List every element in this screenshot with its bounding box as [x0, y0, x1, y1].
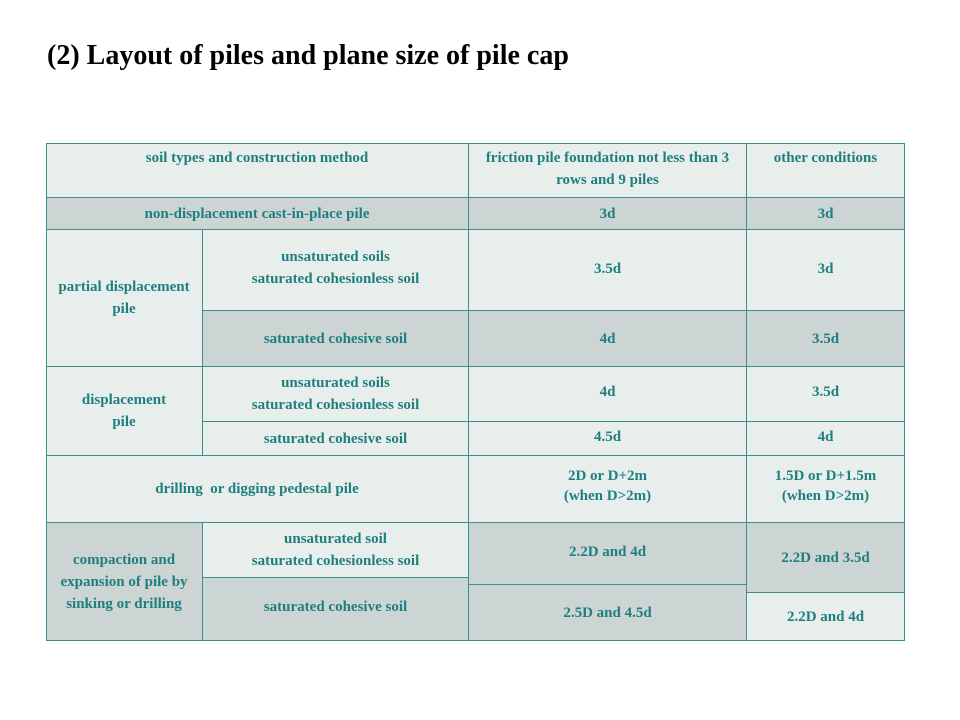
row-label-compaction: compaction and expansion of pile by sinking or drilling	[46, 523, 203, 641]
soil-partial-cohesive: saturated cohesive soil	[203, 311, 469, 367]
slide-title: (2) Layout of piles and plane size of pile cap	[47, 40, 569, 71]
header-soil-types: soil types and construction method	[46, 143, 469, 198]
row-label-displacement: displacement pile	[46, 367, 203, 456]
soil-displacement-cohesive: saturated cohesive soil	[203, 422, 469, 456]
value-pedestal-friction: 2D or D+2m (when D>2m)	[469, 456, 747, 523]
row-label-non-displacement: non-displacement cast-in-place pile	[46, 198, 469, 230]
value-displacement-cohesive-other: 4d	[747, 422, 905, 456]
value-partial-unsaturated-friction: 3.5d	[469, 230, 747, 311]
value-compaction-unsaturated-friction: 2.2D and 4d	[469, 523, 747, 585]
value-pedestal-other: 1.5D or D+1.5m (when D>2m)	[747, 456, 905, 523]
value-compaction-cohesive-other: 2.2D and 4d	[747, 593, 905, 641]
value-partial-unsaturated-other: 3d	[747, 230, 905, 311]
value-partial-cohesive-friction: 4d	[469, 311, 747, 367]
value-non-displacement-other: 3d	[747, 198, 905, 230]
header-other-conditions: other conditions	[747, 143, 905, 198]
value-compaction-unsaturated-other: 2.2D and 3.5d	[747, 523, 905, 593]
pile-spacing-table	[46, 143, 905, 641]
header-friction-pile: friction pile foundation not less than 3 rows and 9 piles	[469, 143, 747, 198]
value-displacement-unsaturated-other: 3.5d	[747, 367, 905, 422]
soil-partial-unsaturated: unsaturated soils saturated cohesionless soil	[203, 230, 469, 311]
soil-displacement-unsaturated: unsaturated soils saturated cohesionless soil	[203, 367, 469, 422]
soil-compaction-unsaturated: unsaturated soil saturated cohesionless soil	[203, 523, 469, 578]
value-partial-cohesive-other: 3.5d	[747, 311, 905, 367]
value-compaction-cohesive-friction: 2.5D and 4.5d	[469, 585, 747, 641]
row-label-pedestal-pile: drilling or digging pedestal pile	[46, 456, 469, 523]
soil-compaction-cohesive: saturated cohesive soil	[203, 578, 469, 641]
value-displacement-cohesive-friction: 4.5d	[469, 422, 747, 456]
value-displacement-unsaturated-friction: 4d	[469, 367, 747, 422]
row-label-partial-displacement: partial displacement pile	[46, 230, 203, 367]
value-non-displacement-friction: 3d	[469, 198, 747, 230]
